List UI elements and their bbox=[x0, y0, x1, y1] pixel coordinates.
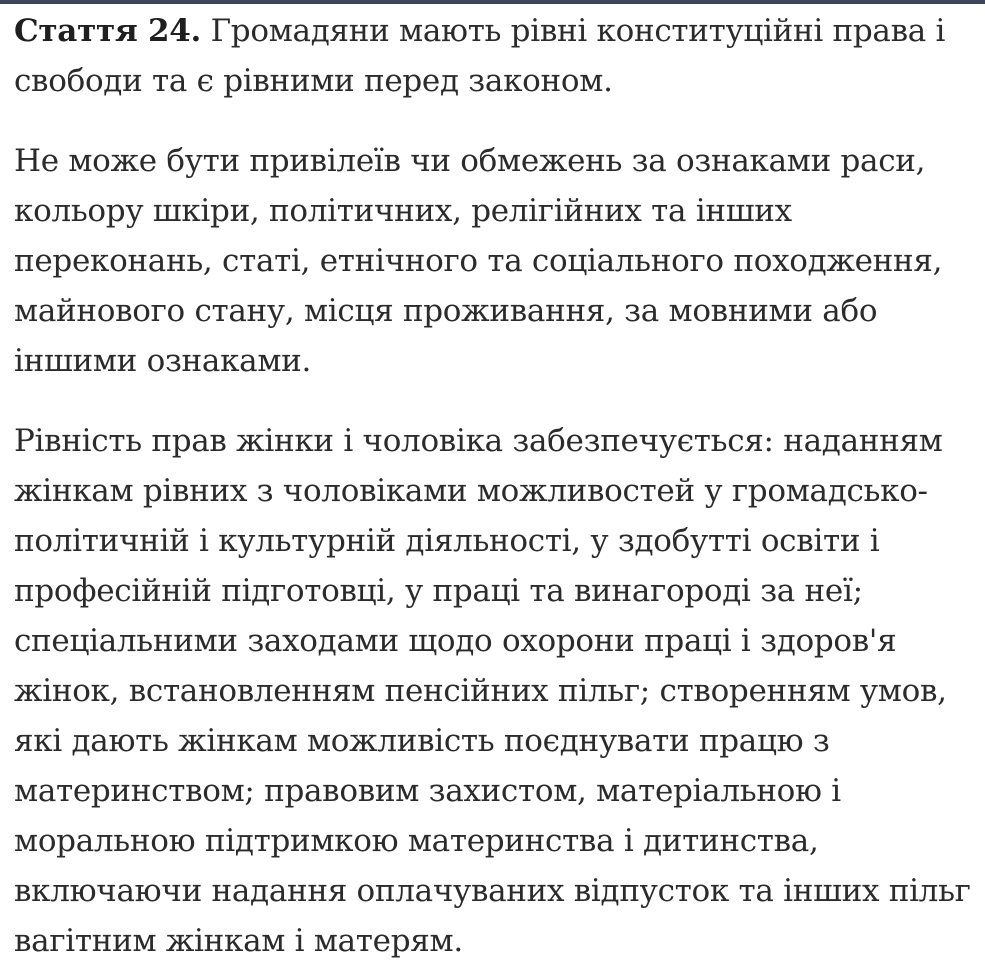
article-paragraph-gender-equality: Рівність прав жінки і чоловіка забезпечується: наданням жінкам рівних з чоловіками можливостей у громадсько-політичній і культурній діяльності, у здобутті освіти і професійній підготовці, у праці та винагороді за неї; спеціальними заходами щодо охорони праці і здоров'я жінок, встановленням пенсійних пільг; створенням умов, які дають жінкам можливість поєднувати працю з материнством; правовим захистом, матеріальною і моральною підтримкою материнства і дитинства, включаючи надання оплачуваних відпусток та інших пільг вагітним жінкам і матерям. bbox=[14, 423, 971, 959]
article-body bbox=[14, 6, 979, 966]
article-lead-text: Громадяни мають рівні конституційні права і свободи та є рівними перед законом. bbox=[14, 13, 946, 99]
article-number-heading: Стаття 24. bbox=[14, 13, 202, 49]
article-lead-paragraph bbox=[14, 6, 979, 106]
top-divider bbox=[0, 0, 985, 4]
article-paragraph-privileges: Не може бути привілеїв чи обмежень за ознаками раси, кольору шкіри, політичних, релігійних та інших переконань, статі, етнічного та соціального походження, майнового стану, місця проживання, за мовними або іншими ознаками. bbox=[14, 143, 943, 379]
